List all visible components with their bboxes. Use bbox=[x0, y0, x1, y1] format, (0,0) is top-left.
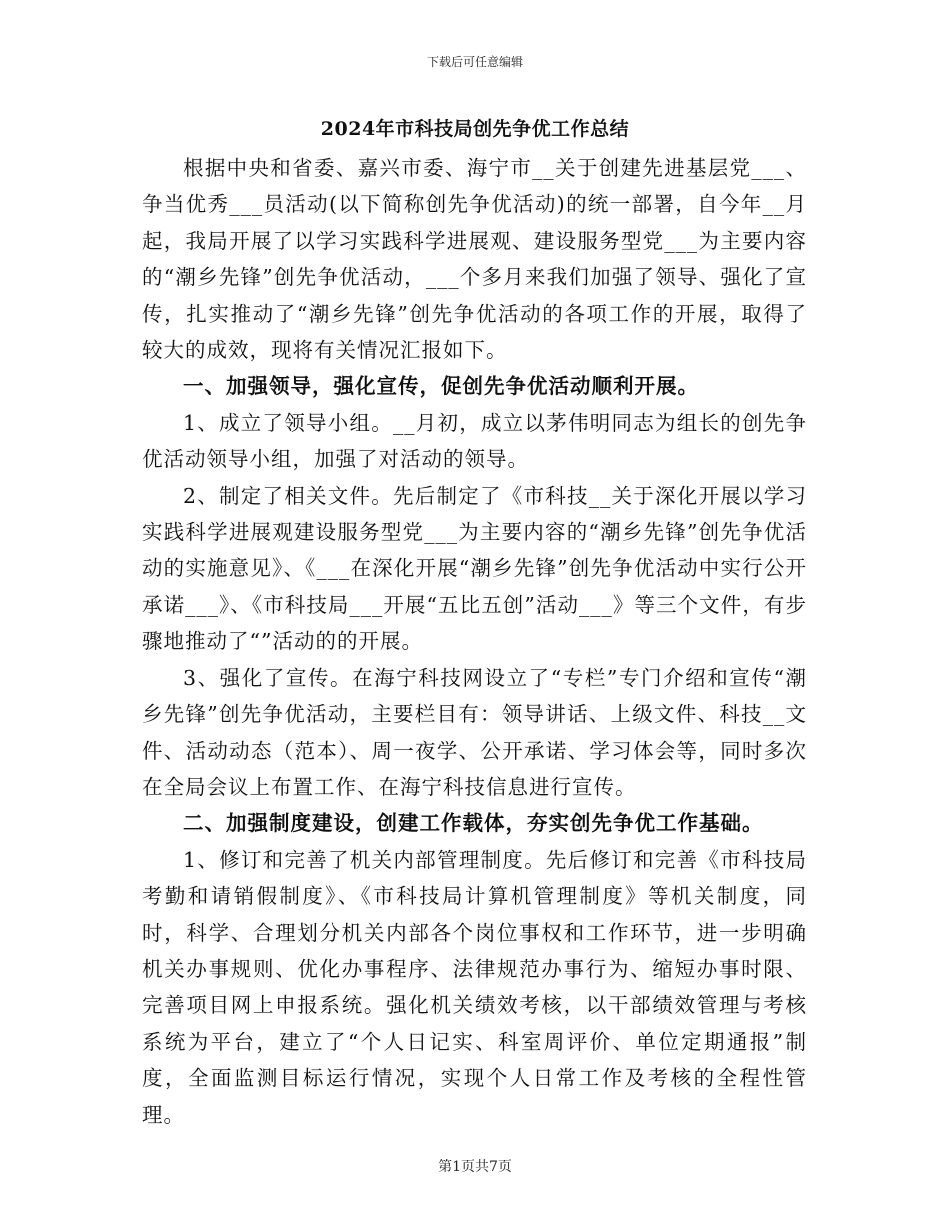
document-body bbox=[142, 150, 807, 1133]
paragraph-1-1: 1、成立了领导小组。__月初，成立以茅伟明同志为组长的创先争优活动领导小组，加强了对活动的领导。 bbox=[142, 410, 807, 472]
page-number-footer: 第1页共7页 bbox=[438, 1159, 512, 1175]
section-heading-1: 一、加强领导，强化宣传，促创先争优活动顺利开展。 bbox=[183, 374, 699, 399]
document-title: 2024年市科技局创先争优工作总结 bbox=[320, 118, 630, 140]
section-heading-2: 二、加强制度建设，创建工作载体，夯实创先争优工作基础。 bbox=[183, 811, 764, 836]
header-note: 下载后可任意编辑 bbox=[426, 55, 523, 69]
paragraph-1-3: 3、强化了宣传。在海宁科技网设立了“专栏”专门介绍和宣传“潮乡先锋”创先争优活动，主要栏目有：领导讲话、上级文件、科技__文件、活动动态（范本）、周一夜学、公开承诺、学习体会等，同时多次在全局会议上布置工作、在海宁科技信息进行宣传。 bbox=[142, 665, 807, 799]
paragraph-1-2: 2、制定了相关文件。先后制定了《市科技__关于深化开展以学习实践科学进展观建设服务型党___为主要内容的“潮乡先锋”创先争优活动的实施意见》、《___在深化开展“潮乡先锋”创先争优活动中实行公开承诺___》、《市科技局___开展“五比五创”活动___》等三个文件，有步骤地推动了“”活动的的开展。 bbox=[142, 483, 807, 654]
paragraph-2-1: 1、修订和完善了机关内部管理制度。先后修订和完善《市科技局考勤和请销假制度》、《市科技局计算机管理制度》等机关制度，同时，科学、合理划分机关内部各个岗位事权和工作环节，进一步明确机关办事规则、优化办事程序、法律规范办事行为、缩短办事时限、完善项目网上申报系统。强化机关绩效考核，以干部绩效管理与考核系统为平台，建立了“个人日记实、科室周评价、单位定期通报”制度，全面监测目标运行情况，实现个人日常工作及考核的全程性管理。 bbox=[142, 847, 807, 1127]
intro-paragraph: 根据中央和省委、嘉兴市委、海宁市__关于创建先进基层党___、争当优秀___员活动(以下简称创先争优活动)的统一部署，自今年__月起，我局开展了以学习实践科学进展观、建设服务型党___为主要内容的“潮乡先锋”创先争优活动，___个多月来我们加强了领导、强化了宣传，扎实推动了“潮乡先锋”创先争优活动的各项工作的开展，取得了较大的成效，现将有关情况汇报如下。 bbox=[142, 156, 807, 363]
